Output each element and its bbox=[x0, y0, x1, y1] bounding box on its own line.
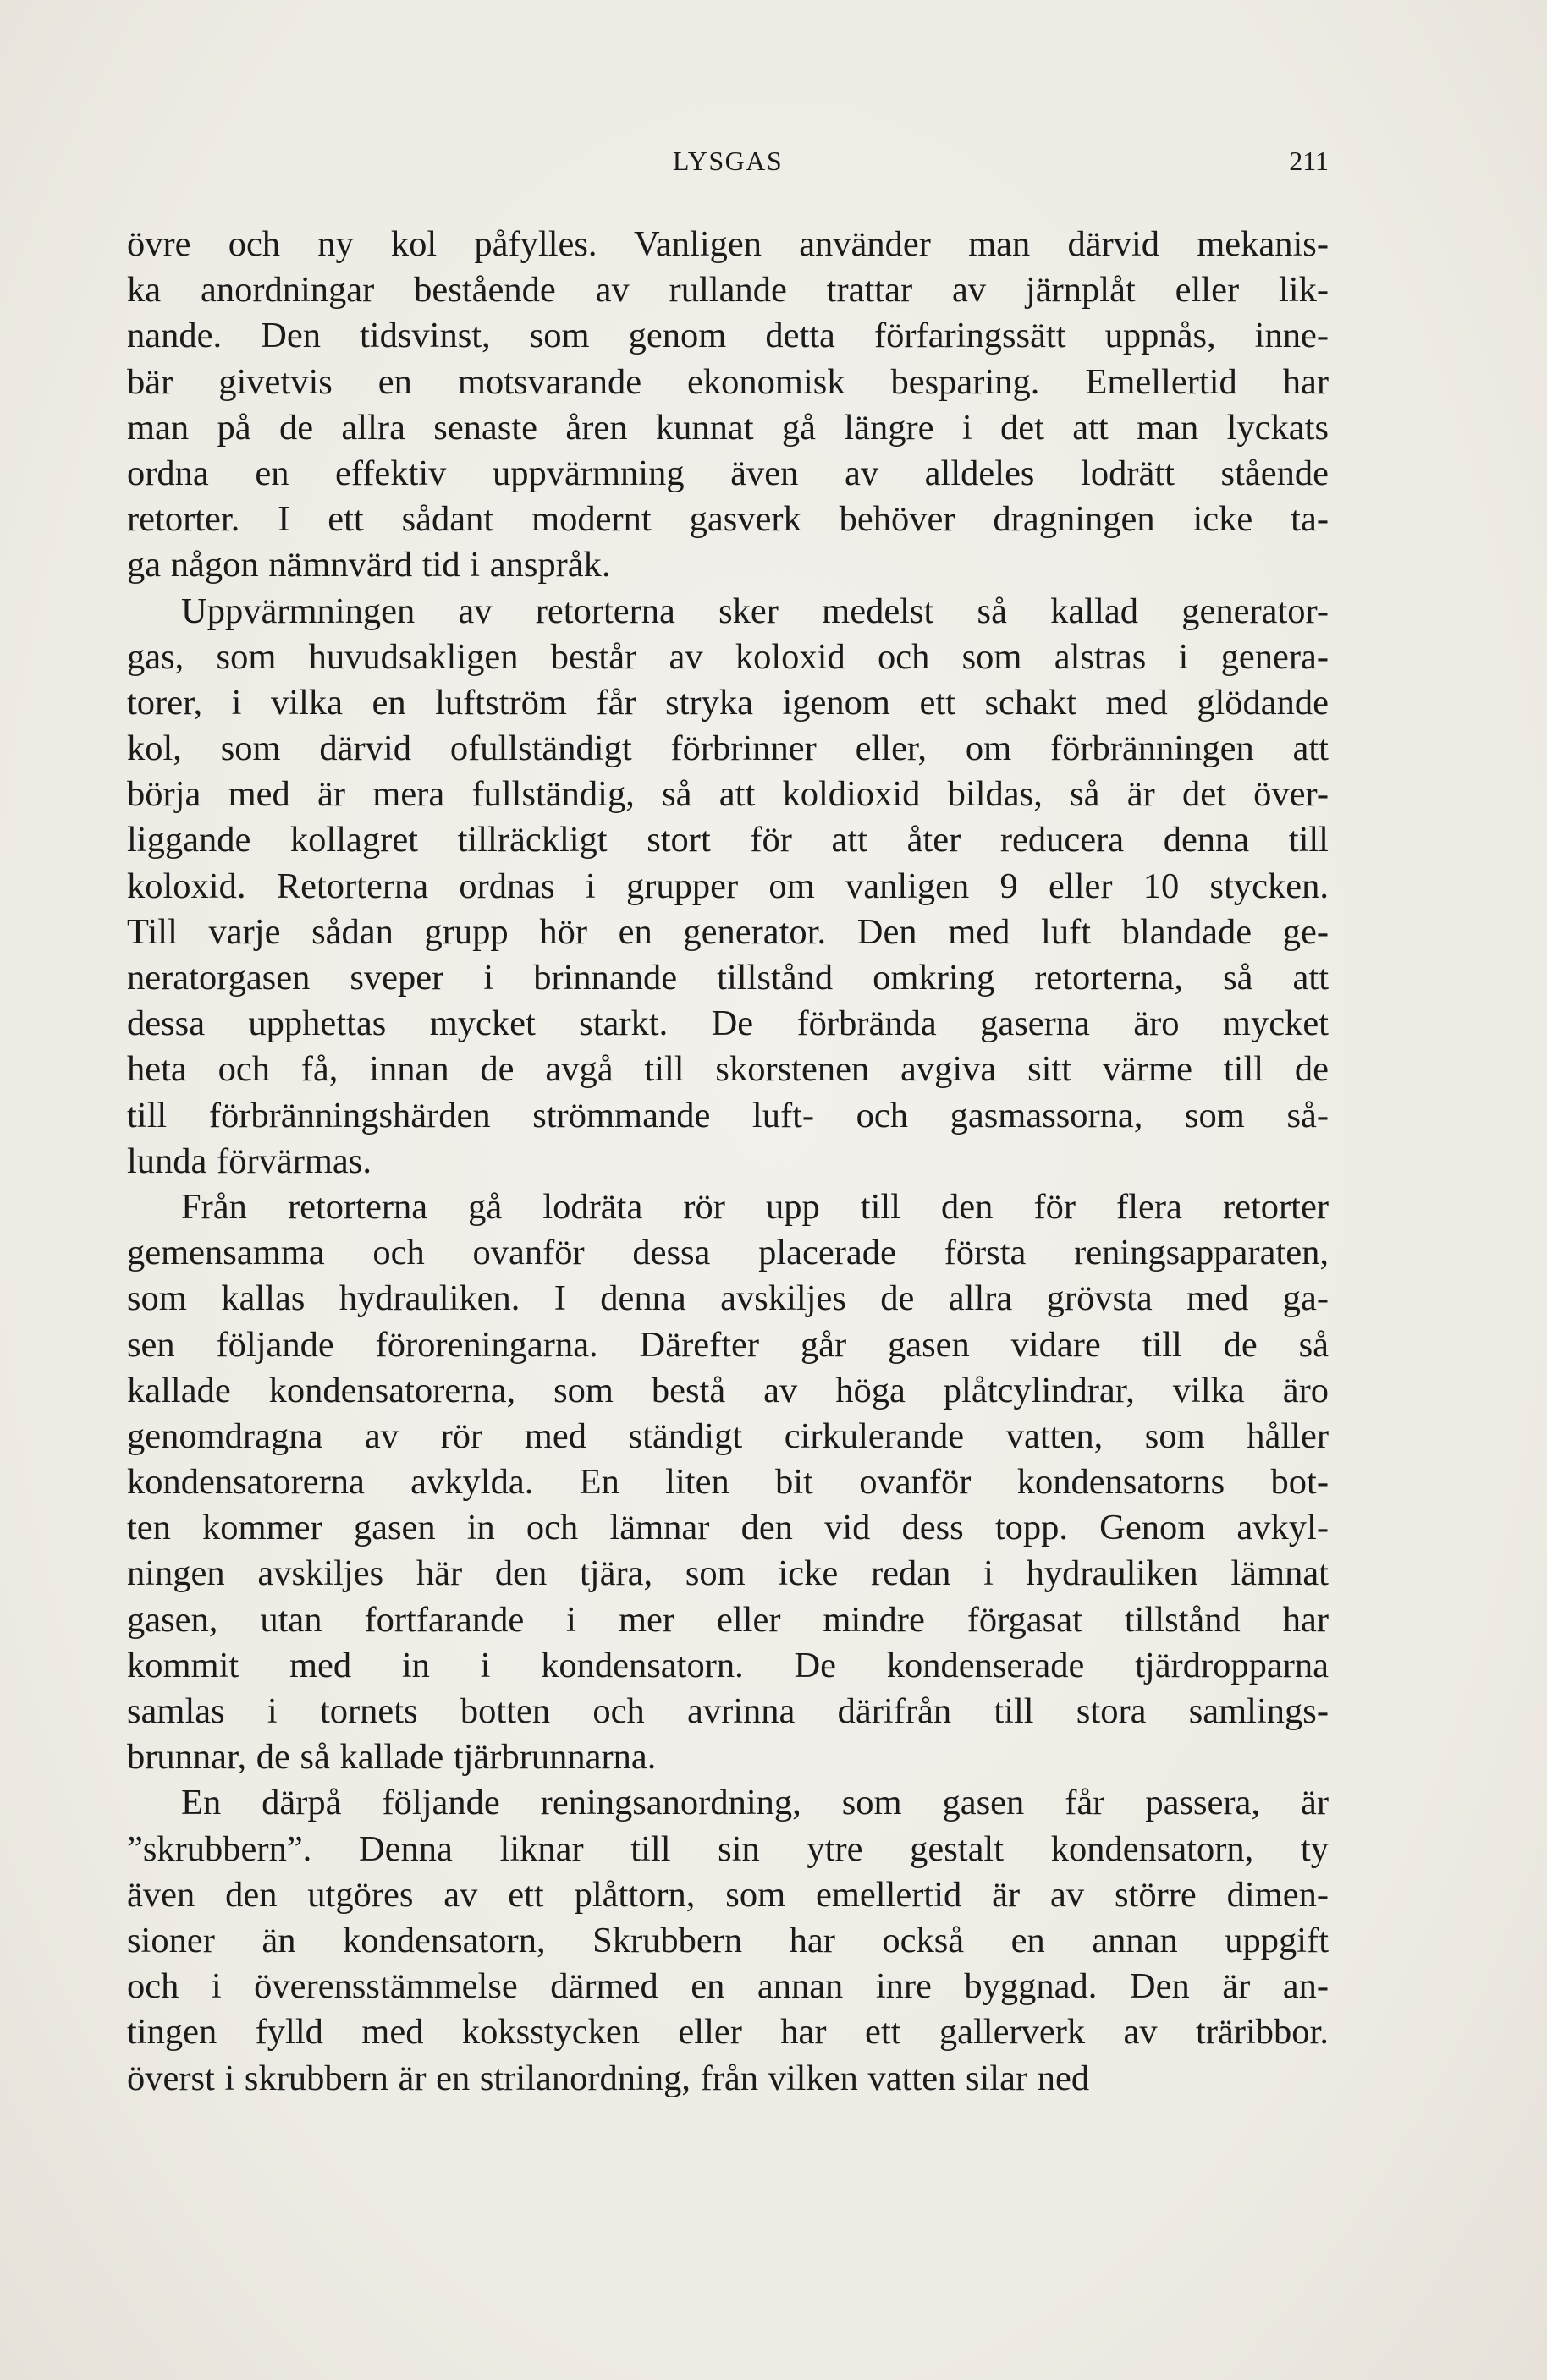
text-line: som kallas hydrauliken. I denna avskiljes de allra grövsta med ga- bbox=[127, 1278, 1329, 1319]
page-header bbox=[127, 146, 1329, 188]
text-line: ningen avskiljes här den tjära, som icke redan i hydrauliken lämnat bbox=[127, 1553, 1329, 1594]
text-line: man på de allra senaste åren kunnat gå längre i det att man lyckats bbox=[127, 407, 1329, 448]
text-line: ka anordningar bestående av rullande trattar av järnplåt eller lik- bbox=[127, 270, 1329, 311]
text-line: dessa upphettas mycket starkt. De förbrända gaserna äro mycket bbox=[127, 1003, 1329, 1044]
text-line: nande. Den tidsvinst, som genom detta förfaringssätt uppnås, inne- bbox=[127, 316, 1329, 356]
text-line: överst i skrubbern är en strilanordning, från vilken vatten silar ned bbox=[127, 2058, 1090, 2098]
text-line: kallade kondensatorerna, som bestå av höga plåtcylindrar, vilka äro bbox=[127, 1370, 1329, 1410]
text-line: sen följande föroreningarna. Därefter går gasen vidare till de så bbox=[127, 1324, 1329, 1365]
text-line: övre och ny kol påfylles. Vanligen använder man därvid mekanis- bbox=[127, 224, 1329, 264]
text-line: ten kommer gasen in och lämnar den vid dess topp. Genom avkyl- bbox=[127, 1508, 1329, 1548]
text-line: sioner än kondensatorn, Skrubbern har också en annan uppgift bbox=[127, 1920, 1329, 1960]
text-line: torer, i vilka en luftström får stryka igenom ett schakt med glödande bbox=[127, 682, 1329, 723]
text-line: gasen, utan fortfarande i mer eller mindre förgasat tillstånd har bbox=[127, 1599, 1329, 1640]
paragraph bbox=[127, 222, 1329, 589]
text-line: ga någon nämnvärd tid i anspråk. bbox=[127, 545, 611, 585]
text-line: genomdragna av rör med ständigt cirkulerande vatten, som håller bbox=[127, 1415, 1329, 1456]
text-line: även den utgöres av ett plåttorn, som emellertid är av större dimen- bbox=[127, 1874, 1329, 1915]
text-line: ordna en effektiv uppvärmning även av alldeles lodrätt stående bbox=[127, 453, 1329, 493]
paragraph bbox=[127, 1780, 1329, 2101]
text-line: Från retorterna gå lodräta rör upp till den för flera retorter bbox=[181, 1186, 1329, 1227]
text-line: och i överensstämmelse därmed en annan inre byggnad. Den är an- bbox=[127, 1966, 1329, 2007]
text-line: kondensatorerna avkylda. En liten bit ovanför kondensatorns bot- bbox=[127, 1462, 1329, 1503]
text-line: bär givetvis en motsvarande ekonomisk besparing. Emellertid har bbox=[127, 361, 1329, 402]
text-line: tingen fylld med koksstycken eller har ett gallerverk av träribbor. bbox=[127, 2012, 1329, 2053]
running-head: LYSGAS bbox=[672, 146, 784, 176]
text-line: neratorgasen sveper i brinnande tillstånd omkring retorterna, så att bbox=[127, 958, 1329, 998]
text-line: samlas i tornets botten och avrinna därifrån till stora samlings- bbox=[127, 1691, 1329, 1731]
body-text bbox=[127, 222, 1329, 2102]
text-line: gas, som huvudsakligen består av koloxid och som alstras i genera- bbox=[127, 636, 1329, 677]
text-line: gemensamma och ovanför dessa placerade första reningsapparaten, bbox=[127, 1233, 1329, 1273]
text-line: koloxid. Retorterna ordnas i grupper om vanligen 9 eller 10 stycken. bbox=[127, 866, 1329, 906]
text-line: liggande kollagret tillräckligt stort för att åter reducera denna till bbox=[127, 820, 1329, 860]
text-line: till förbränningshärden strömmande luft- och gasmassorna, som så- bbox=[127, 1095, 1329, 1135]
paragraph bbox=[127, 1185, 1329, 1780]
text-line: En därpå följande reningsanordning, som gasen får passera, är bbox=[181, 1783, 1329, 1823]
text-line: börja med är mera fullständig, så att koldioxid bildas, så är det över- bbox=[127, 774, 1329, 815]
text-line: Uppvärmningen av retorterna sker medelst så kallad generator- bbox=[181, 591, 1329, 631]
text-line: retorter. I ett sådant modernt gasverk behöver dragningen icke ta- bbox=[127, 499, 1329, 540]
text-line: brunnar, de så kallade tjärbrunnarna. bbox=[127, 1737, 657, 1778]
text-line: Till varje sådan grupp hör en generator. Den med luft blandade ge- bbox=[127, 911, 1329, 952]
paragraph bbox=[127, 589, 1329, 1185]
text-line: lunda förvärmas. bbox=[127, 1141, 372, 1181]
text-line: kommit med in i kondensatorn. De kondenserade tjärdropparna bbox=[127, 1645, 1329, 1685]
text-line: ”skrubbern”. Denna liknar till sin ytre gestalt kondensatorn, ty bbox=[127, 1828, 1329, 1869]
text-line: kol, som därvid ofullständigt förbrinner eller, om förbränningen att bbox=[127, 728, 1329, 769]
text-line: heta och få, innan de avgå till skorstenen avgiva sitt värme till de bbox=[127, 1049, 1329, 1090]
page-number: 211 bbox=[1289, 146, 1329, 176]
